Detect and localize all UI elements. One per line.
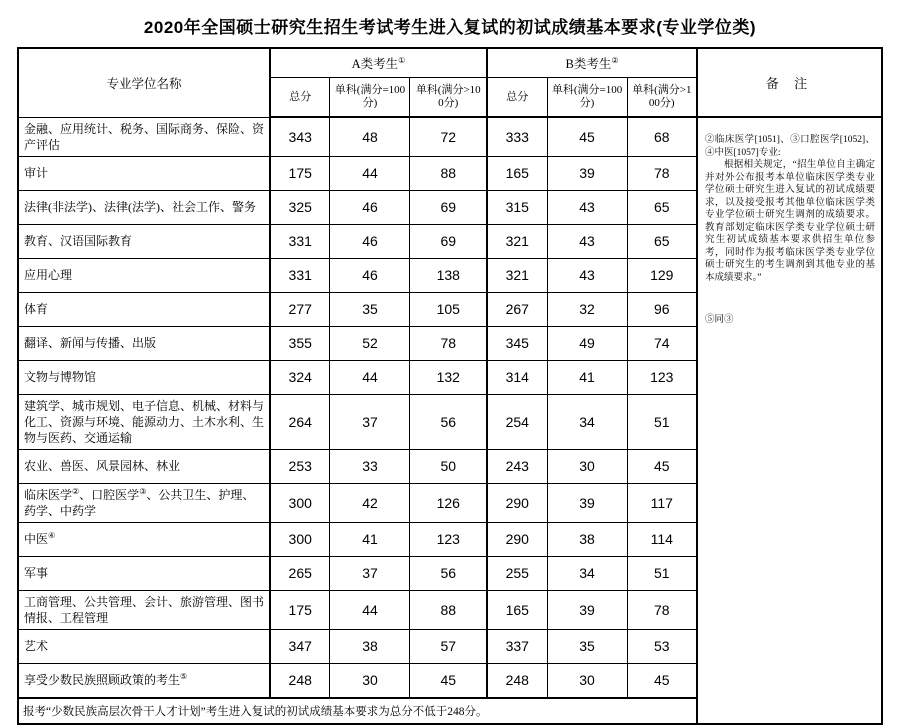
score-a-single100: 41 [330,522,410,556]
col-header-remarks: 备 注 [697,48,882,117]
degree-name-cell: 临床医学②、口腔医学③、公共卫生、护理、药学、中药学 [18,483,270,522]
score-a-total: 277 [270,292,330,326]
score-b-total: 337 [487,629,547,663]
score-b-single100: 32 [547,292,627,326]
score-a-single100: 30 [330,663,410,698]
score-b-single-over100: 114 [627,522,697,556]
footer-note: 报考“少数民族高层次骨干人才计划”考生进入复试的初试成绩基本要求为总分不低于248分。 [18,698,697,724]
score-b-single-over100: 51 [627,556,697,590]
score-b-single100: 34 [547,556,627,590]
score-a-single100: 35 [330,292,410,326]
col-header-a-single-over100: 单科(满分>100分) [410,78,487,118]
score-b-single100: 49 [547,326,627,360]
score-a-single100: 42 [330,483,410,522]
score-b-single-over100: 45 [627,663,697,698]
col-header-b-single-over100: 单科(满分>100分) [627,78,697,118]
score-a-single-over100: 50 [410,449,487,483]
score-b-total: 290 [487,483,547,522]
score-a-single100: 37 [330,394,410,449]
score-b-single-over100: 65 [627,190,697,224]
score-b-single-over100: 65 [627,224,697,258]
score-b-single100: 30 [547,663,627,698]
score-b-single-over100: 129 [627,258,697,292]
score-b-single100: 39 [547,156,627,190]
score-b-total: 248 [487,663,547,698]
score-b-total: 321 [487,224,547,258]
score-b-single-over100: 117 [627,483,697,522]
degree-name-cell: 金融、应用统计、税务、国际商务、保险、资产评估 [18,117,270,156]
remark-note: ⑤同③ [705,315,734,325]
degree-name-cell: 教育、汉语国际教育 [18,224,270,258]
score-b-single-over100: 68 [627,117,697,156]
score-b-total: 333 [487,117,547,156]
col-header-group-a [270,48,487,78]
score-b-total: 243 [487,449,547,483]
col-header-a-total: 总分 [270,78,330,118]
score-b-total: 321 [487,258,547,292]
score-a-total: 324 [270,360,330,394]
score-a-single-over100: 57 [410,629,487,663]
score-b-total: 345 [487,326,547,360]
score-b-total: 165 [487,590,547,629]
score-b-single100: 39 [547,590,627,629]
remark-paragraph: 根据相关规定，“招生单位自主确定并对外公布报考本单位临床医学类专业学位硕士研究生进入复试的初试成绩要求，以及接受报考其他单位临床医学类专业学位硕士研究生调剂的成绩要求。教育部划定临床医学类专业学位硕士研究生初试成绩基本要求供招生单位参考，同时作为报考临床医学类专业学位硕士研究生的考生调剂到其他专业的基本成绩要求。” [705,160,876,283]
score-b-single-over100: 53 [627,629,697,663]
score-b-single-over100: 74 [627,326,697,360]
score-a-single100: 44 [330,156,410,190]
score-b-single100: 43 [547,224,627,258]
degree-name-cell: 翻译、新闻与传播、出版 [18,326,270,360]
degree-name-cell: 工商管理、公共管理、会计、旅游管理、图书情报、工程管理 [18,590,270,629]
score-a-total: 355 [270,326,330,360]
remarks-cell [697,117,882,724]
degree-name-cell: 艺术 [18,629,270,663]
score-a-single-over100: 72 [410,117,487,156]
score-a-single-over100: 123 [410,522,487,556]
score-a-total: 175 [270,590,330,629]
score-b-single-over100: 123 [627,360,697,394]
table-body [18,117,882,724]
degree-name-cell: 体育 [18,292,270,326]
score-a-total: 253 [270,449,330,483]
degree-name-cell: 法律(非法学)、法律(法学)、社会工作、警务 [18,190,270,224]
score-a-single100: 37 [330,556,410,590]
score-b-single-over100: 78 [627,590,697,629]
score-b-total: 315 [487,190,547,224]
score-a-total: 331 [270,258,330,292]
score-a-single-over100: 78 [410,326,487,360]
header-row-groups [18,48,882,78]
score-a-single-over100: 105 [410,292,487,326]
score-b-single-over100: 51 [627,394,697,449]
score-a-single100: 52 [330,326,410,360]
group-b-label: B类考生 [565,57,612,71]
table-row [18,117,882,156]
degree-name-cell: 审计 [18,156,270,190]
score-a-single-over100: 45 [410,663,487,698]
score-a-single100: 33 [330,449,410,483]
col-header-group-b [487,48,697,78]
score-a-total: 347 [270,629,330,663]
score-a-single100: 44 [330,360,410,394]
score-b-single100: 45 [547,117,627,156]
score-a-total: 343 [270,117,330,156]
degree-name-cell: 中医④ [18,522,270,556]
score-a-total: 300 [270,483,330,522]
score-b-total: 267 [487,292,547,326]
degree-name-cell: 军事 [18,556,270,590]
remark-heading: ②临床医学[1051]、③口腔医学[1052]、④中医[1057]专业: [705,135,876,158]
col-header-a-single100: 单科(满分=100分) [330,78,410,118]
degree-name-cell: 文物与博物馆 [18,360,270,394]
score-b-total: 290 [487,522,547,556]
score-a-single100: 48 [330,117,410,156]
score-b-total: 255 [487,556,547,590]
score-a-total: 248 [270,663,330,698]
score-b-total: 254 [487,394,547,449]
group-a-footnote-mark: ① [398,55,406,65]
score-a-single-over100: 69 [410,190,487,224]
score-a-single-over100: 126 [410,483,487,522]
score-a-total: 175 [270,156,330,190]
score-a-single-over100: 56 [410,394,487,449]
degree-name-cell: 建筑学、城市规划、电子信息、机械、材料与化工、资源与环境、能源动力、土木水利、生物与医药、交通运输 [18,394,270,449]
score-a-single100: 46 [330,190,410,224]
score-a-single-over100: 69 [410,224,487,258]
score-a-single-over100: 138 [410,258,487,292]
score-a-single100: 44 [330,590,410,629]
score-a-single-over100: 88 [410,156,487,190]
score-a-single100: 38 [330,629,410,663]
group-b-footnote-mark: ② [611,55,619,65]
score-b-single100: 43 [547,258,627,292]
score-b-single-over100: 45 [627,449,697,483]
score-b-single-over100: 78 [627,156,697,190]
score-a-single-over100: 132 [410,360,487,394]
score-b-single100: 34 [547,394,627,449]
score-a-total: 325 [270,190,330,224]
score-b-single100: 30 [547,449,627,483]
score-b-total: 314 [487,360,547,394]
col-header-b-single100: 单科(满分=100分) [547,78,627,118]
page-title: 2020年全国硕士研究生招生考试考生进入复试的初试成绩基本要求(专业学位类) [143,18,757,37]
degree-name-cell: 享受少数民族照顾政策的考生⑤ [18,663,270,698]
score-a-total: 300 [270,522,330,556]
score-a-single-over100: 56 [410,556,487,590]
score-b-single-over100: 96 [627,292,697,326]
col-header-degree-name: 专业学位名称 [18,48,270,117]
score-a-single-over100: 88 [410,590,487,629]
score-b-single100: 41 [547,360,627,394]
score-a-single100: 46 [330,224,410,258]
group-a-label: A类考生 [351,57,399,71]
score-b-single100: 38 [547,522,627,556]
col-header-b-total: 总分 [487,78,547,118]
score-b-total: 165 [487,156,547,190]
score-a-total: 265 [270,556,330,590]
score-a-total: 331 [270,224,330,258]
score-a-single100: 46 [330,258,410,292]
degree-name-cell: 应用心理 [18,258,270,292]
score-b-single100: 35 [547,629,627,663]
score-b-single100: 43 [547,190,627,224]
score-b-single100: 39 [547,483,627,522]
score-a-total: 264 [270,394,330,449]
score-table [17,47,883,725]
degree-name-cell: 农业、兽医、风景园林、林业 [18,449,270,483]
